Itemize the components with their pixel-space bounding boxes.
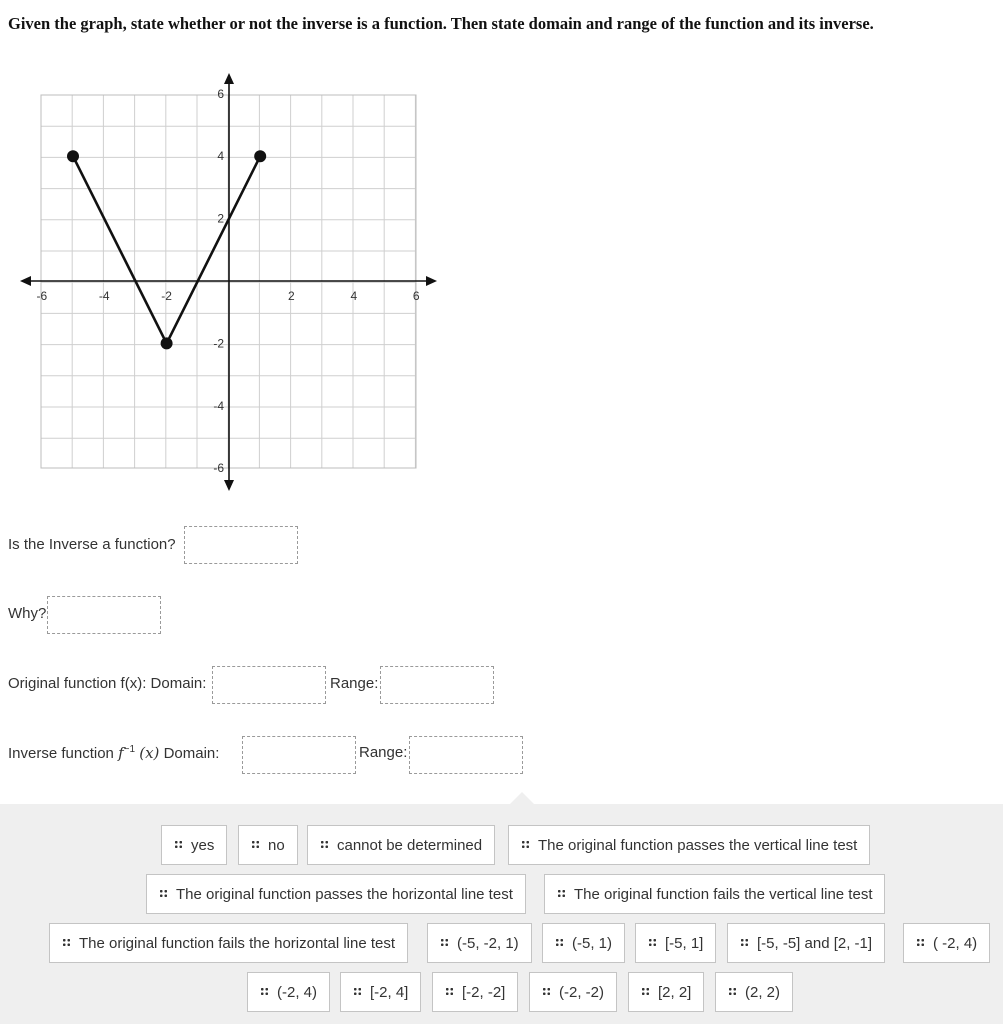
x-tick-label: 6 bbox=[412, 289, 420, 303]
choice-chip[interactable]: [-5, -5] and [2, -1] bbox=[727, 923, 885, 963]
function-graph bbox=[0, 60, 450, 500]
drag-handle-icon bbox=[159, 889, 168, 899]
choice-chip[interactable]: [-2, 4] bbox=[340, 972, 421, 1012]
choice-chip[interactable]: yes bbox=[161, 825, 227, 865]
choice-chip[interactable]: The original function fails the vertical line test bbox=[544, 874, 885, 914]
choice-chip[interactable]: [2, 2] bbox=[628, 972, 704, 1012]
drag-handle-icon bbox=[251, 840, 260, 850]
original-range-drop-zone[interactable] bbox=[380, 666, 494, 704]
y-axis-arrow-up bbox=[224, 73, 234, 84]
original-domain-drop-zone[interactable] bbox=[212, 666, 326, 704]
choice-chip[interactable]: (-5, -2, 1) bbox=[427, 923, 532, 963]
drag-handle-icon bbox=[320, 840, 329, 850]
function-point bbox=[161, 337, 173, 349]
inverse-function-prompt: Is the Inverse a function? bbox=[8, 536, 176, 553]
drag-handle-icon bbox=[445, 987, 454, 997]
choice-chip[interactable]: [-2, -2] bbox=[432, 972, 518, 1012]
choice-chip[interactable]: (-2, -2) bbox=[529, 972, 617, 1012]
drag-handle-icon bbox=[174, 840, 183, 850]
answer-bank bbox=[0, 804, 1003, 1024]
drag-handle-icon bbox=[740, 938, 749, 948]
drag-handle-icon bbox=[728, 987, 737, 997]
x-tick-label: 4 bbox=[350, 289, 358, 303]
function-point bbox=[67, 150, 79, 162]
inverse-prefix-label: Inverse function bbox=[8, 745, 114, 762]
original-domain-prompt: Original function f(x): Domain: bbox=[8, 675, 207, 692]
choice-chip[interactable]: no bbox=[238, 825, 298, 865]
x-axis-arrow-right bbox=[426, 276, 437, 286]
x-tick-label: -6 bbox=[36, 289, 48, 303]
inverse-function-drop-zone[interactable] bbox=[184, 526, 298, 564]
inverse-f-symbol: f bbox=[118, 744, 124, 762]
x-axis-arrow-left bbox=[20, 276, 31, 286]
inverse-domain-prompt bbox=[8, 744, 219, 762]
why-prompt: Why? bbox=[8, 605, 47, 622]
drag-handle-icon bbox=[555, 938, 564, 948]
y-tick-label: -2 bbox=[213, 336, 224, 351]
bank-pointer bbox=[510, 792, 534, 804]
drag-handle-icon bbox=[557, 889, 566, 899]
choice-chip[interactable]: ( -2, 4) bbox=[903, 923, 990, 963]
drag-handle-icon bbox=[353, 987, 362, 997]
x-tick-label: -4 bbox=[98, 289, 110, 303]
original-range-label: Range: bbox=[330, 675, 379, 692]
y-axis-arrow-down bbox=[224, 480, 234, 491]
function-line bbox=[73, 156, 260, 343]
y-tick-label: -6 bbox=[213, 461, 224, 476]
y-tick-label: 6 bbox=[217, 86, 224, 101]
drag-handle-icon bbox=[648, 938, 657, 948]
drag-handle-icon bbox=[916, 938, 925, 948]
inverse-domain-drop-zone[interactable] bbox=[242, 736, 356, 774]
inverse-domain-label: Domain: bbox=[163, 745, 220, 762]
choice-chip[interactable]: (-5, 1) bbox=[542, 923, 625, 963]
function-point bbox=[254, 150, 266, 162]
choice-chip[interactable]: [-5, 1] bbox=[635, 923, 716, 963]
drag-handle-icon bbox=[542, 987, 551, 997]
drag-handle-icon bbox=[440, 938, 449, 948]
choice-chip[interactable]: The original function fails the horizontal line test bbox=[49, 923, 408, 963]
drag-handle-icon bbox=[260, 987, 269, 997]
y-tick-label: -4 bbox=[213, 398, 224, 413]
why-drop-zone[interactable] bbox=[47, 596, 161, 634]
inverse-range-label: Range: bbox=[359, 744, 408, 761]
choice-chip[interactable]: cannot be determined bbox=[307, 825, 495, 865]
choice-chip[interactable]: (-2, 4) bbox=[247, 972, 330, 1012]
inverse-superscript: −1 bbox=[123, 744, 136, 755]
question-text: Given the graph, state whether or not the inverse is a function. Then state domain and range of the function and its inverse. bbox=[8, 14, 874, 33]
inverse-x-symbol: (x) bbox=[139, 744, 160, 762]
y-tick-label: 2 bbox=[217, 211, 224, 226]
inverse-range-drop-zone[interactable] bbox=[409, 736, 523, 774]
y-tick-label: 4 bbox=[217, 149, 224, 164]
drag-handle-icon bbox=[62, 938, 71, 948]
x-tick-label: -2 bbox=[161, 289, 172, 303]
x-tick-label: 2 bbox=[288, 289, 295, 303]
choice-chip[interactable]: (2, 2) bbox=[715, 972, 793, 1012]
choice-chip[interactable]: The original function passes the horizontal line test bbox=[146, 874, 526, 914]
drag-handle-icon bbox=[641, 987, 650, 997]
drag-handle-icon bbox=[521, 840, 530, 850]
choice-chip[interactable]: The original function passes the vertical line test bbox=[508, 825, 870, 865]
